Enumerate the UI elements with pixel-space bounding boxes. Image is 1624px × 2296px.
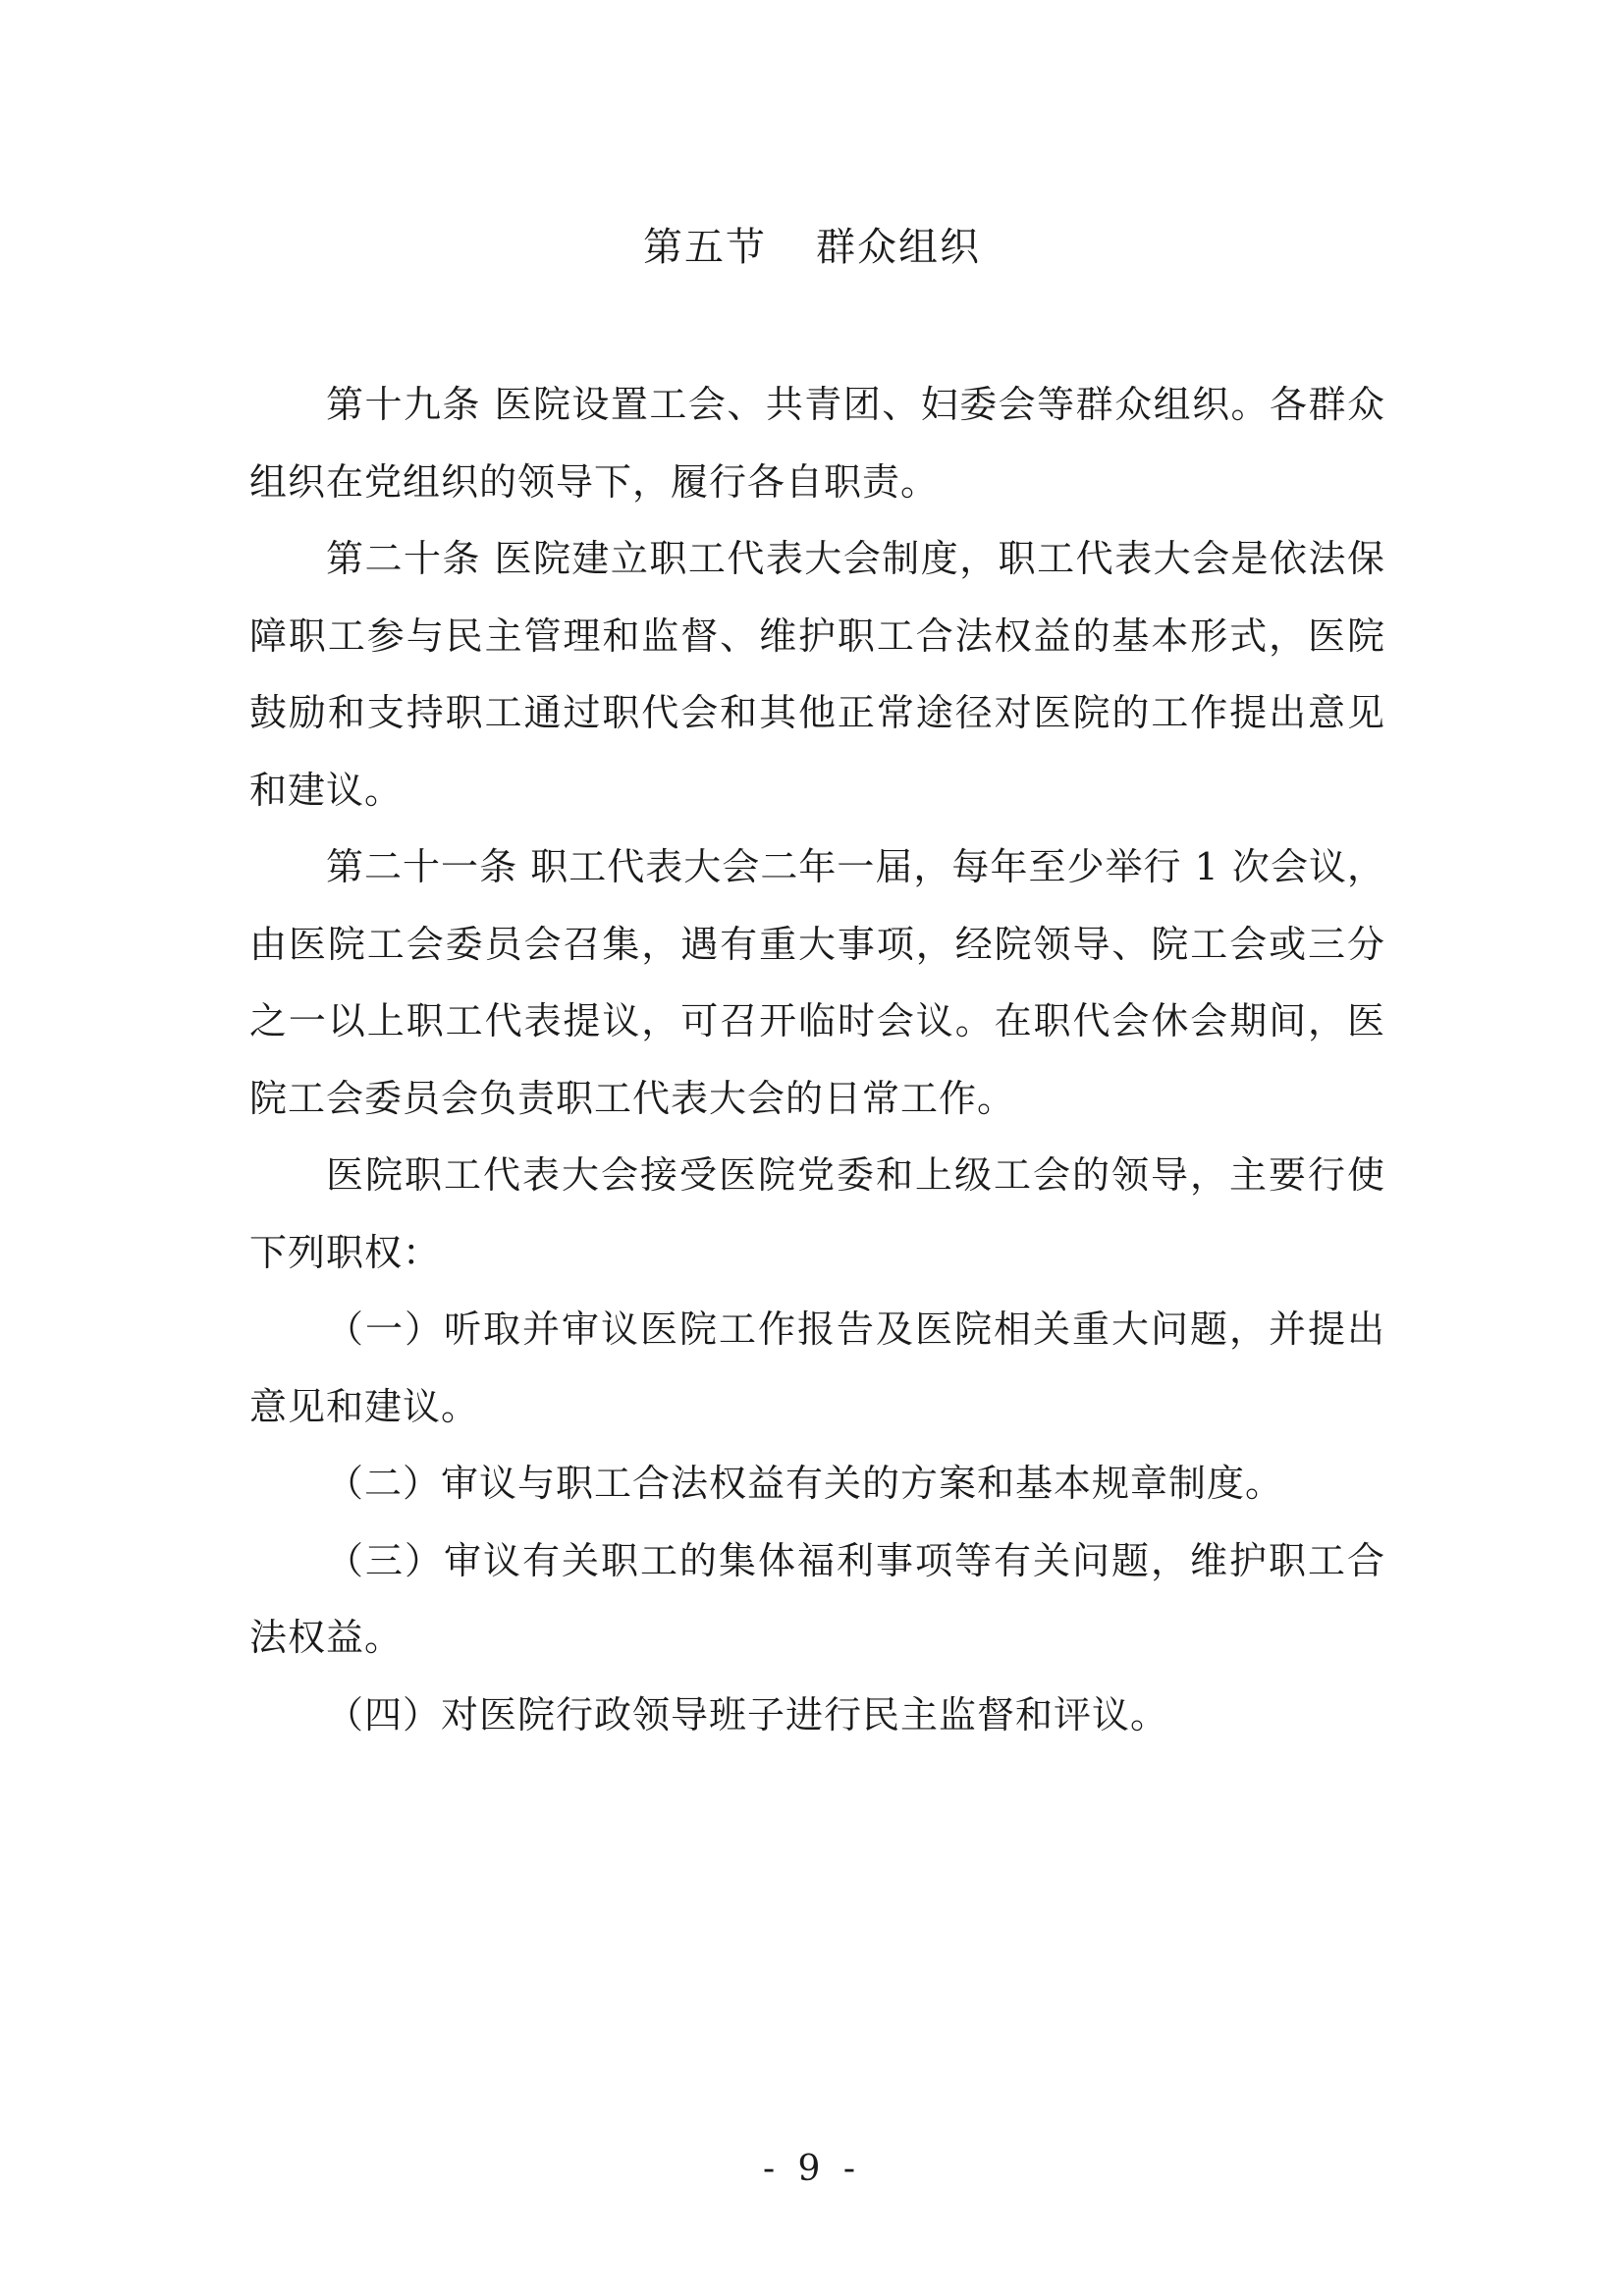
- paragraph-article-19: 第十九条 医院设置工会、共青团、妇委会等群众组织。各群众组织在党组织的领导下，履行各自职责。: [249, 383, 1385, 504]
- paragraph-article-21: 第二十一条 职工代表大会二年一届，每年至少举行 1 次会议，由医院工会委员会召集，遇有重大事项，经院领导、院工会或三分之一以上职工代表提议，可召开临时会议。在职代会休会期间，医院工会委员会负责职工代表大会的日常工作。: [249, 845, 1385, 1120]
- list-item-1: （一）听取并审议医院工作报告及医院相关重大问题，并提出意见和建议。: [249, 1308, 1385, 1428]
- body-text: [249, 366, 1385, 1753]
- section-number: 第五节: [643, 225, 767, 270]
- paragraph-article-20: 第二十条 医院建立职工代表大会制度，职工代表大会是依法保障职工参与民主管理和监督、维护职工合法权益的基本形式，医院鼓励和支持职工通过职代会和其他正常途径对医院的工作提出意见和建议。: [249, 537, 1385, 812]
- list-item-2: （二）审议与职工合法权益有关的方案和基本规章制度。: [326, 1462, 1284, 1505]
- section-title: [0, 218, 1624, 277]
- section-name: 群众组织: [816, 225, 981, 270]
- page-number: - 9 -: [762, 2149, 862, 2189]
- list-item-3: （三）审议有关职工的集体福利事项等有关问题，维护职工合法权益。: [249, 1538, 1385, 1659]
- paragraph-powers-intro: 医院职工代表大会接受医院党委和上级工会的领导，主要行使下列职权：: [249, 1153, 1385, 1274]
- list-item-4: （四）对医院行政领导班子进行民主监督和评议。: [326, 1692, 1169, 1736]
